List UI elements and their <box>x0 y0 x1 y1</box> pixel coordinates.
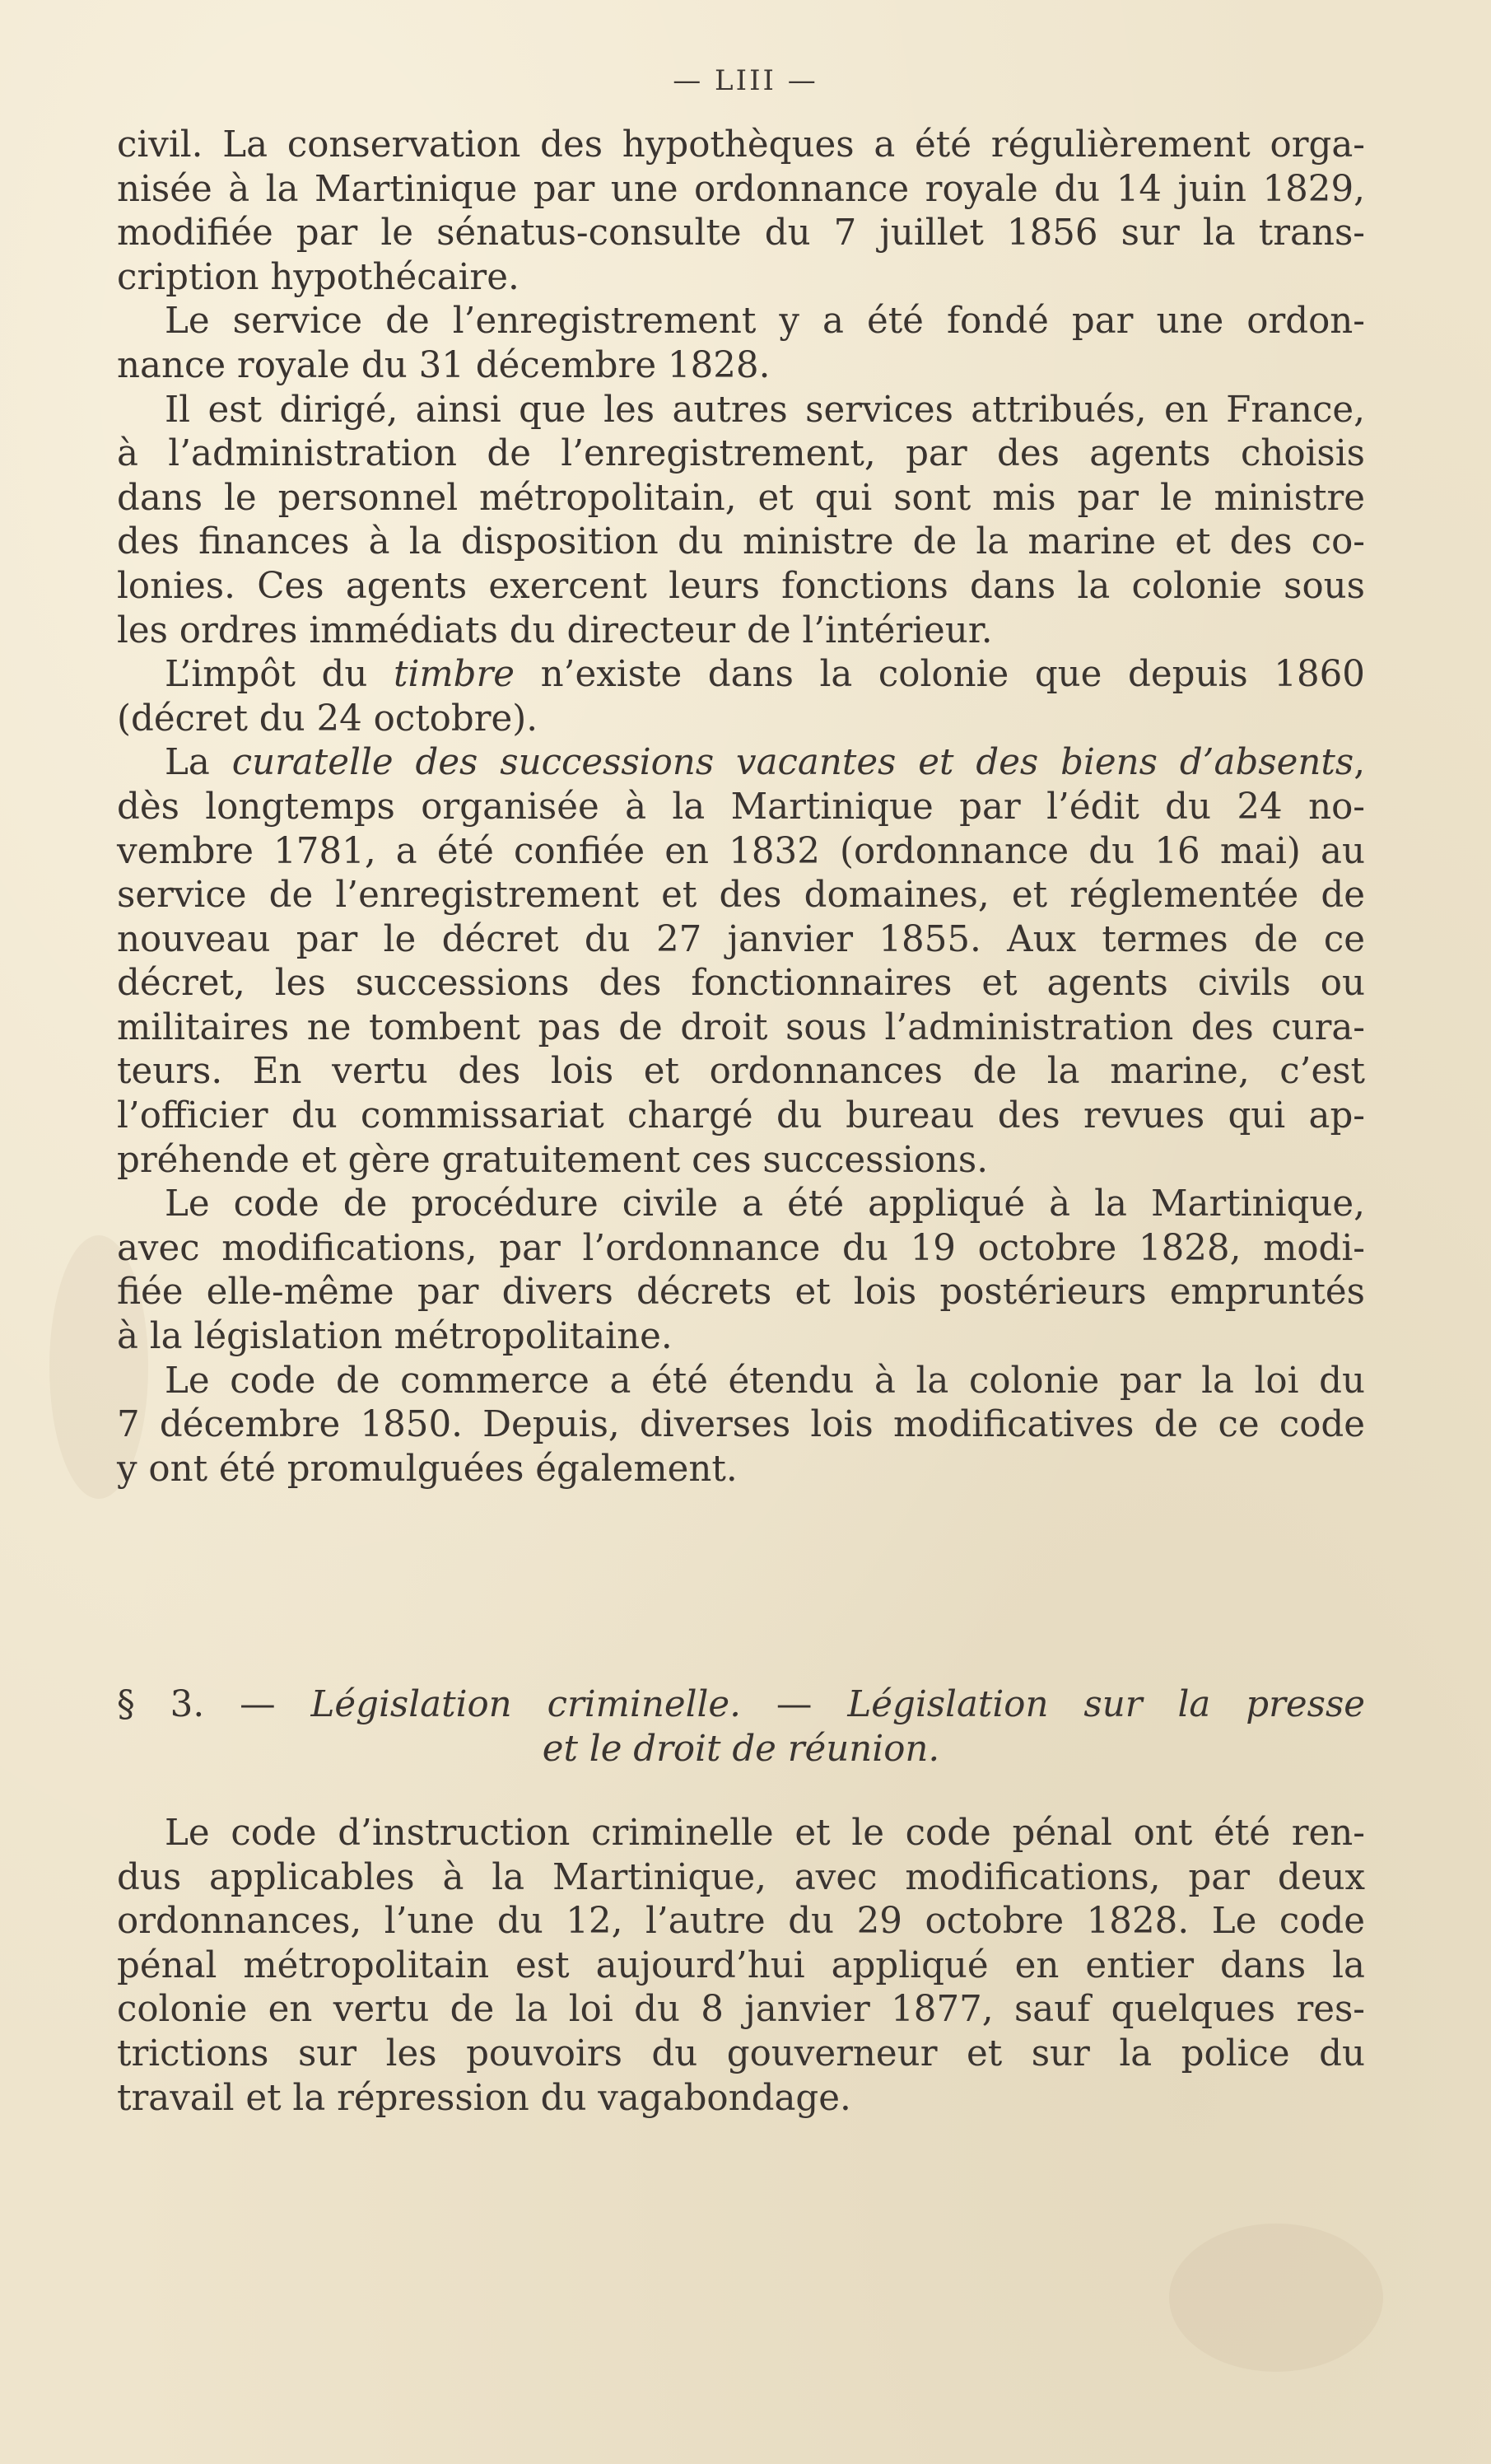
section-heading-line-2: et le droit de réunion. <box>542 1728 940 1770</box>
text-line: pénal métropolitain est aujourd’hui appliqué en entier dans la <box>117 1944 1365 1986</box>
section-sign: § <box>117 1684 135 1725</box>
text-line: l’officier du commissariat chargé du bureau des revues qui ap- <box>117 1095 1365 1137</box>
text-line: travail et la répression du vagabondage. <box>117 2077 851 2119</box>
heading-dash: — <box>240 1684 276 1725</box>
text-line: Le service de l’enregistrement y a été fondé par une ordon- <box>165 301 1365 343</box>
text-line: Le code de procédure civile a été appliqué à la Martinique, <box>165 1183 1365 1225</box>
text-line: (décret du 24 octobre). <box>117 698 538 740</box>
text-line: civil. La conservation des hypothèques a été régulièrement orga- <box>117 124 1365 166</box>
text-line: La curatelle des successions vacantes et des biens d’absents, <box>165 742 1366 784</box>
section-heading <box>117 1683 1365 1771</box>
text-line: teurs. En vertu des lois et ordonnances de la marine, c’est <box>117 1051 1365 1093</box>
text-line: Le code de commerce a été étendu à la colonie par la loi du <box>165 1360 1365 1402</box>
text-line: à l’administration de l’enregistrement, par des agents choisis <box>117 433 1365 475</box>
body-text-top <box>117 124 1365 1491</box>
text-line: nance royale du 31 décembre 1828. <box>117 344 771 386</box>
text-line: avec modifications, par l’ordonnance du 19 octobre 1828, modi- <box>117 1227 1365 1269</box>
text-line: les ordres immédiats du directeur de l’intérieur. <box>117 609 993 651</box>
text-line: vembre 1781, a été confiée en 1832 (ordonnance du 16 mai) au <box>117 830 1365 872</box>
text-line: 7 décembre 1850. Depuis, diverses lois modificatives de ce code <box>117 1404 1365 1446</box>
text-line: service de l’enregistrement et des domaines, et réglementée de <box>117 875 1365 917</box>
italic-term: curatelle des successions vacantes et des biens d’absents <box>231 742 1354 784</box>
text-line: dans le personnel métropolitain, et qui sont mis par le ministre <box>117 477 1365 519</box>
text-line: préhende et gère gratuitement ces successions. <box>117 1139 989 1181</box>
text-line: y ont été promulguées également. <box>117 1448 738 1490</box>
heading-title-criminal: Législation criminelle. <box>310 1684 741 1725</box>
section-heading-line-1 <box>117 1683 1365 1728</box>
text-line: nisée à la Martinique par une ordonnance royale du 14 juin 1829, <box>117 168 1365 210</box>
text-line: L’impôt du timbre n’existe dans la colonie que depuis 1860 <box>165 654 1365 696</box>
text-line: dès longtemps organisée à la Martinique par l’édit du 24 no- <box>117 786 1365 828</box>
body-text-bottom <box>117 1812 1365 2121</box>
text-line: décret, les successions des fonctionnaires et agents civils ou <box>117 963 1365 1005</box>
text-line: Le code d’instruction criminelle et le code pénal ont été ren- <box>165 1813 1365 1854</box>
section-number: 3. <box>170 1684 205 1725</box>
text-line: à la législation métropolitaine. <box>117 1316 673 1358</box>
page-number: — LIII — <box>673 64 818 97</box>
heading-title-press: Législation sur la presse <box>847 1684 1366 1725</box>
text-line: dus applicables à la Martinique, avec modifications, par deux <box>117 1856 1365 1898</box>
text-line: modifiée par le sénatus-consulte du 7 juillet 1856 sur la trans- <box>117 212 1365 254</box>
heading-dash: — <box>776 1684 813 1725</box>
text-line: des finances à la disposition du ministre de la marine et des co- <box>117 521 1365 563</box>
text-line: trictions sur les pouvoirs du gouverneur et sur la police du <box>117 2032 1365 2074</box>
text-line: nouveau par le décret du 27 janvier 1855. Aux termes de ce <box>117 918 1365 960</box>
text-line: colonie en vertu de la loi du 8 janvier 1877, sauf quelques res- <box>117 1989 1365 2031</box>
text-line: ordonnances, l’une du 12, l’autre du 29 octobre 1828. Le code <box>117 1901 1365 1943</box>
text-line: cription hypothécaire. <box>117 256 520 298</box>
italic-term: timbre <box>394 654 515 696</box>
text-line: lonies. Ces agents exercent leurs fonctions dans la colonie sous <box>117 565 1365 607</box>
text-line: Il est dirigé, ainsi que les autres services attribués, en France, <box>165 389 1365 431</box>
text-line: fiée elle-même par divers décrets et lois postérieurs empruntés <box>117 1272 1365 1314</box>
text-line: militaires ne tombent pas de droit sous l’administration des cura- <box>117 1006 1365 1048</box>
paper-stain <box>1169 2224 1383 2372</box>
